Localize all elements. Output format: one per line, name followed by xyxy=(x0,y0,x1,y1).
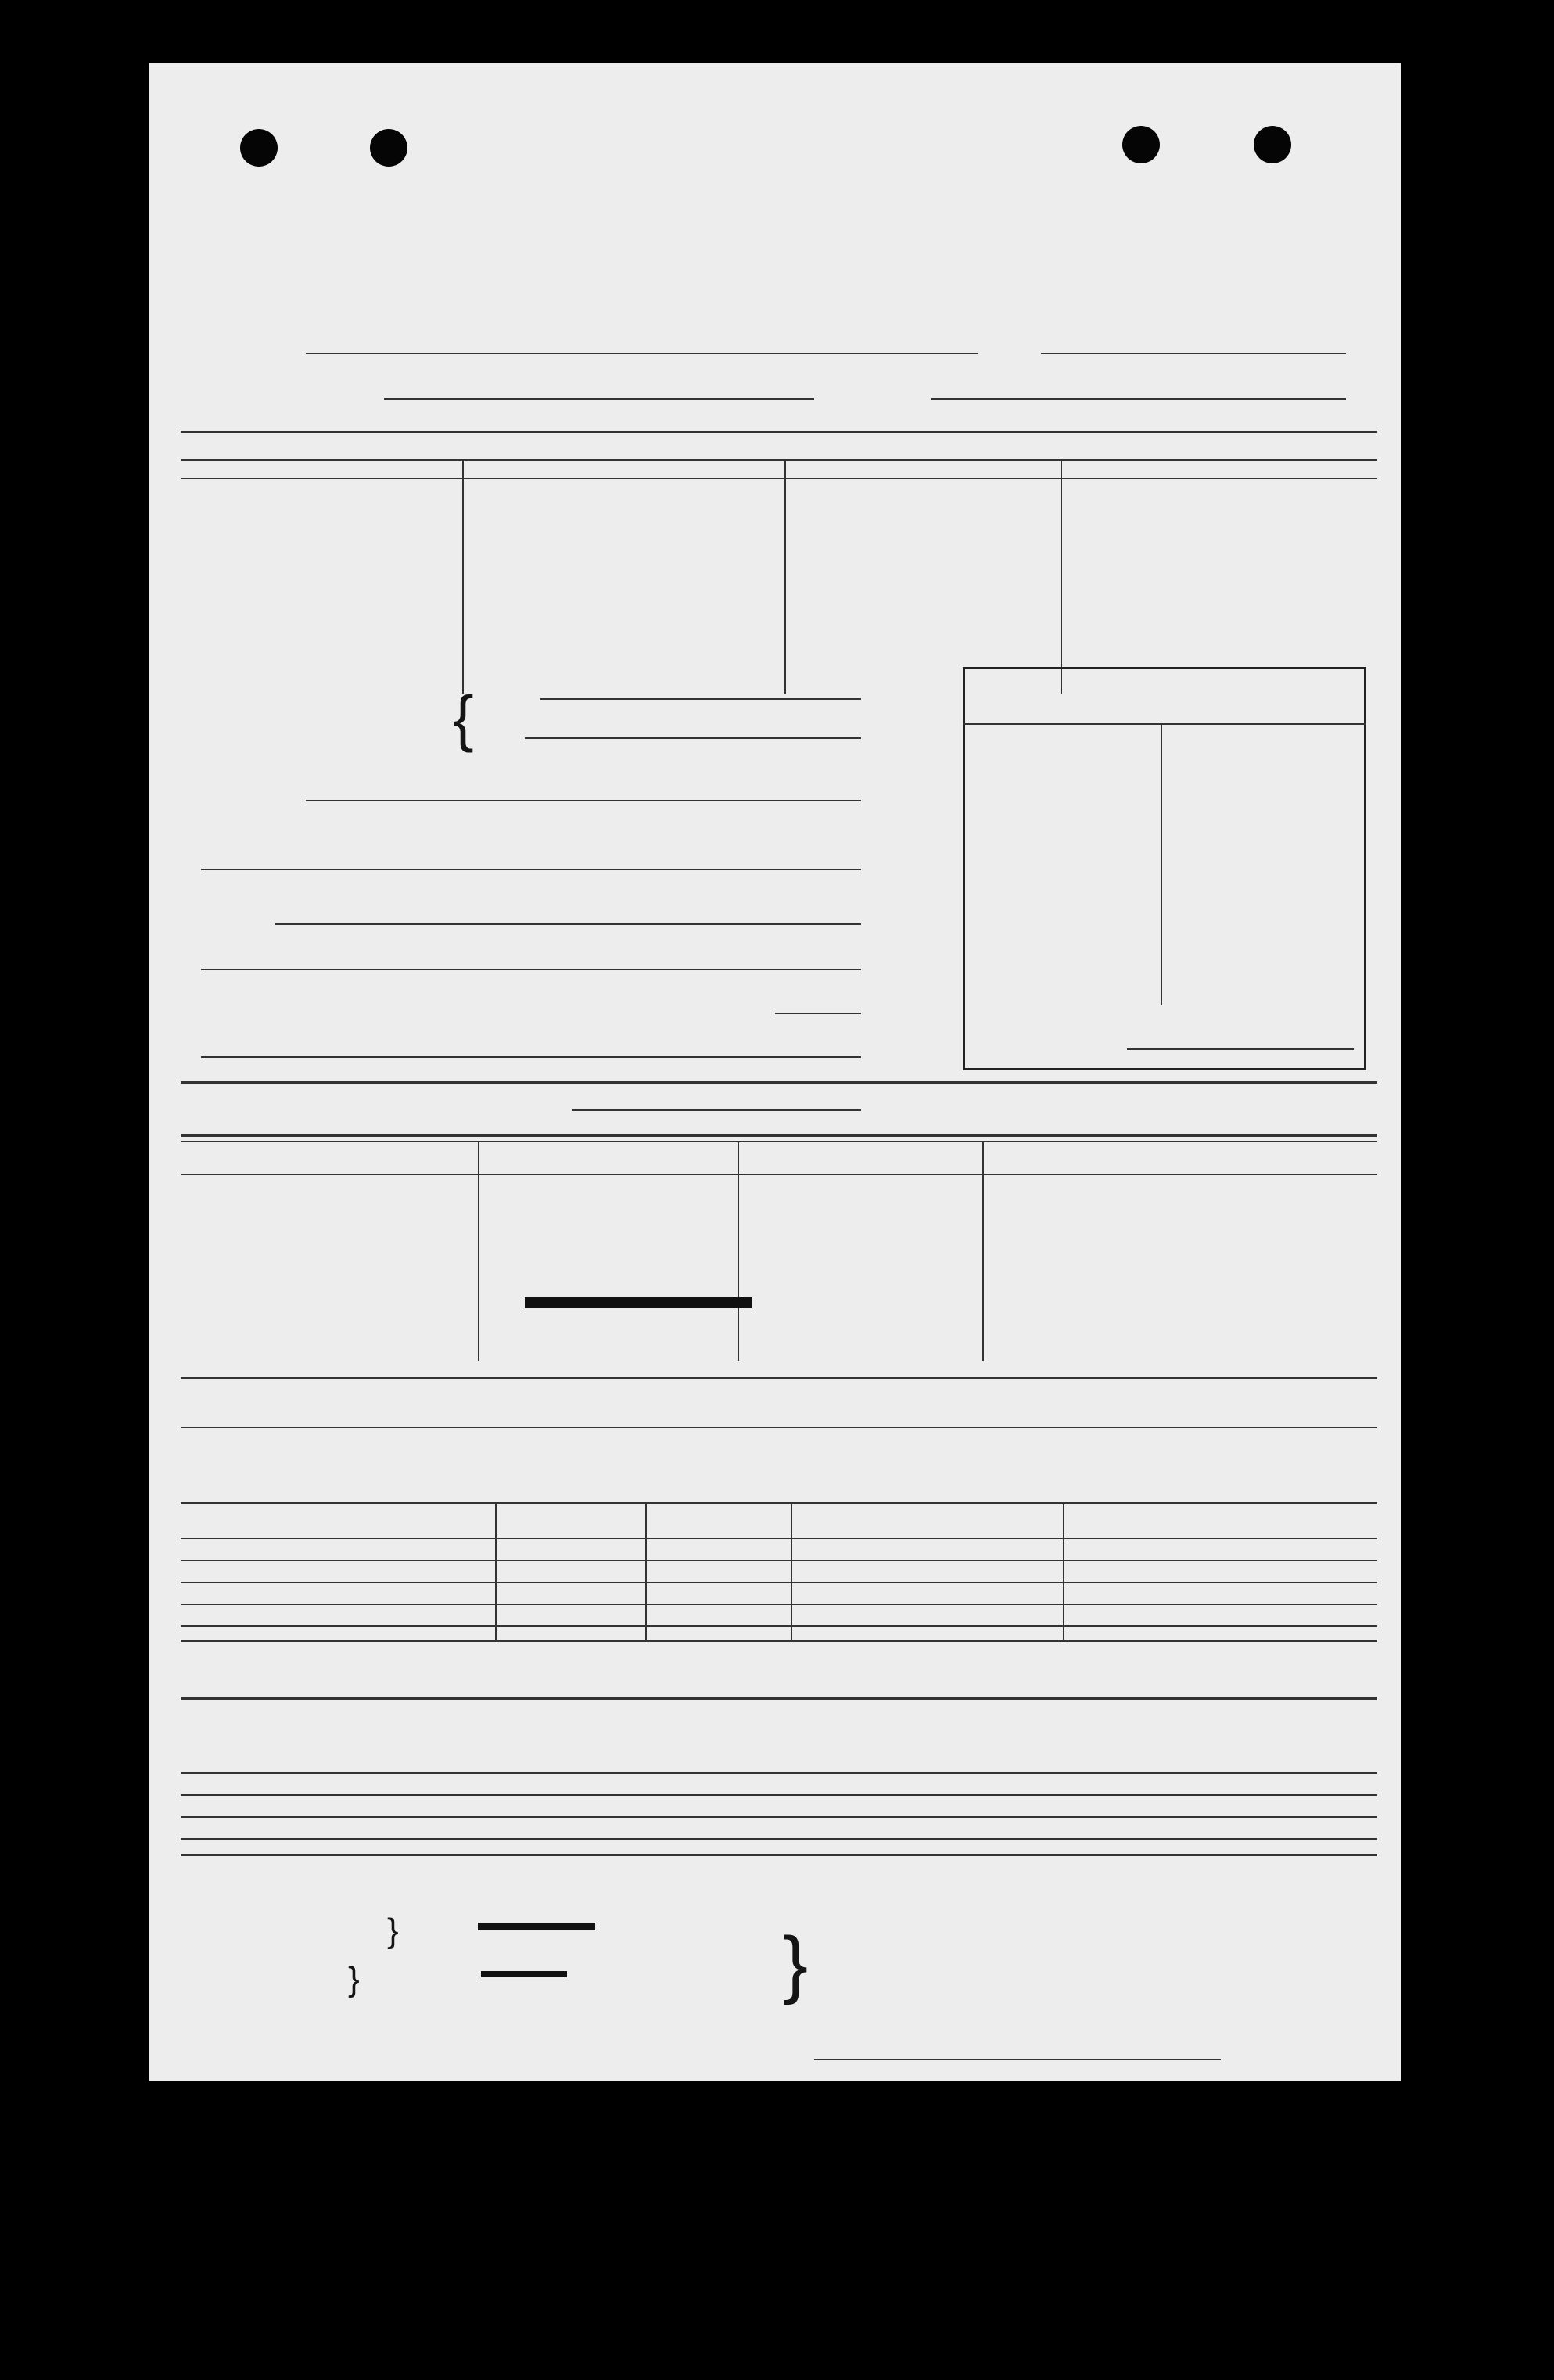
punch-hole xyxy=(240,129,278,167)
redaction-bar xyxy=(525,1297,752,1308)
general-declaration-form xyxy=(149,63,1401,2081)
punch-hole xyxy=(1254,126,1291,163)
punch-hole xyxy=(370,129,407,167)
punch-hole xyxy=(1122,126,1160,163)
manifests-brace: { xyxy=(453,683,474,753)
strikeout-bar xyxy=(478,1923,595,1930)
decl-brace-large: } xyxy=(783,1922,809,2005)
decl-brace: } xyxy=(348,1960,360,1998)
official-use-box xyxy=(963,667,1366,1070)
strikeout-bar xyxy=(481,1971,567,1977)
decl-brace: } xyxy=(387,1912,399,1950)
